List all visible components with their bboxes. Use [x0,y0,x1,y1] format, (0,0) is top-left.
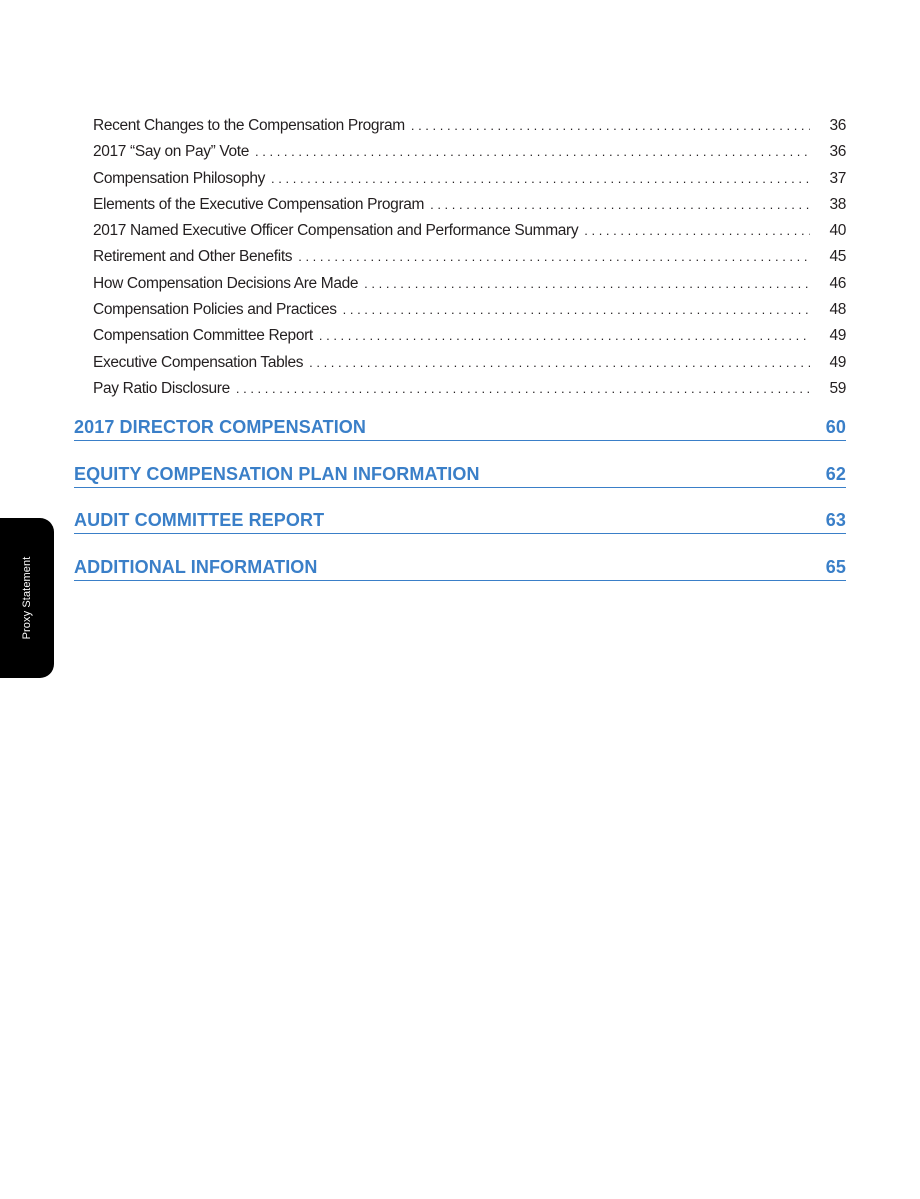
toc-entry-page: 36 [829,117,846,134]
toc-entry-page: 49 [829,327,846,345]
toc-leader-dots [364,271,810,297]
toc-section-title: 2017 DIRECTOR COMPENSATION [74,417,366,437]
toc-leader-dots [255,139,810,165]
toc-entry-page: 46 [829,274,846,292]
toc-leader-dots [411,113,810,139]
toc-entry-page: 40 [829,222,846,240]
toc-entry-recent-changes[interactable] [93,113,846,139]
side-tab-label: Proxy Statement [21,556,33,640]
toc-entry-committee-report[interactable] [93,323,846,349]
toc-entry-title: Compensation Policies and Practices [93,301,337,319]
toc-leader-dots [343,297,810,323]
toc-leader-dots [298,244,810,270]
toc-entry-title: Retirement and Other Benefits [93,248,293,266]
toc-section-additional-information[interactable] [74,557,846,581]
toc-entry-title: How Compensation Decisions Are Made [93,274,359,292]
toc-entry-say-on-pay[interactable] [93,139,846,165]
toc-section-title: EQUITY COMPENSATION PLAN INFORMATION [74,464,480,484]
toc-entry-title: Recent Changes to the Compensation Program [93,117,405,134]
toc-entry-page: 49 [829,353,846,371]
toc-section-page: 60 [825,417,846,437]
toc-section-director-compensation[interactable] [74,417,846,441]
toc-entry-title: Executive Compensation Tables [93,353,304,371]
toc-section-page: 62 [825,464,846,484]
toc-section-title: AUDIT COMMITTEE REPORT [74,510,325,530]
toc-entry-retirement-benefits[interactable] [93,244,846,270]
toc-entry-compensation-philosophy[interactable] [93,166,846,192]
toc-section-equity-plan[interactable] [74,464,846,488]
toc-entry-page: 37 [829,169,846,187]
toc-entry-page: 36 [829,143,846,161]
toc-entry-page: 59 [829,379,846,397]
toc-leader-dots [309,350,810,376]
toc-leader-dots [271,166,810,192]
toc-entry-title: 2017 Named Executive Officer Compensation and Performance Summary [93,222,579,240]
toc-entry-title: Compensation Committee Report [93,327,313,345]
toc-leader-dots [584,218,810,244]
toc-section-title: ADDITIONAL INFORMATION [74,557,318,577]
toc-entry-page: 48 [829,301,846,319]
toc-section-audit-report[interactable] [74,510,846,534]
toc-leader-dots [319,323,810,349]
toc-entry-compensation-tables[interactable] [93,350,846,376]
toc-section-page: 65 [825,557,846,577]
toc-entry-pay-ratio[interactable] [93,376,846,402]
toc-leader-dots [236,376,810,402]
toc-entry-neo-summary[interactable] [93,218,846,244]
toc-entry-elements-program[interactable] [93,192,846,218]
toc-entry-decisions-made[interactable] [93,271,846,297]
section-side-tab[interactable] [0,518,54,678]
toc-entry-title: Compensation Philosophy [93,169,266,187]
toc-entry-page: 38 [829,195,846,213]
toc-entry-title: Elements of the Executive Compensation Program [93,195,425,213]
toc-entry-page: 45 [829,248,846,266]
toc-leader-dots [430,192,810,218]
toc-entry-title: 2017 “Say on Pay” Vote [93,143,250,161]
toc-entry-policies-practices[interactable] [93,297,846,323]
toc-section-page: 63 [825,510,846,530]
toc-sub-list [93,113,846,402]
toc-entry-title: Pay Ratio Disclosure [93,379,230,397]
